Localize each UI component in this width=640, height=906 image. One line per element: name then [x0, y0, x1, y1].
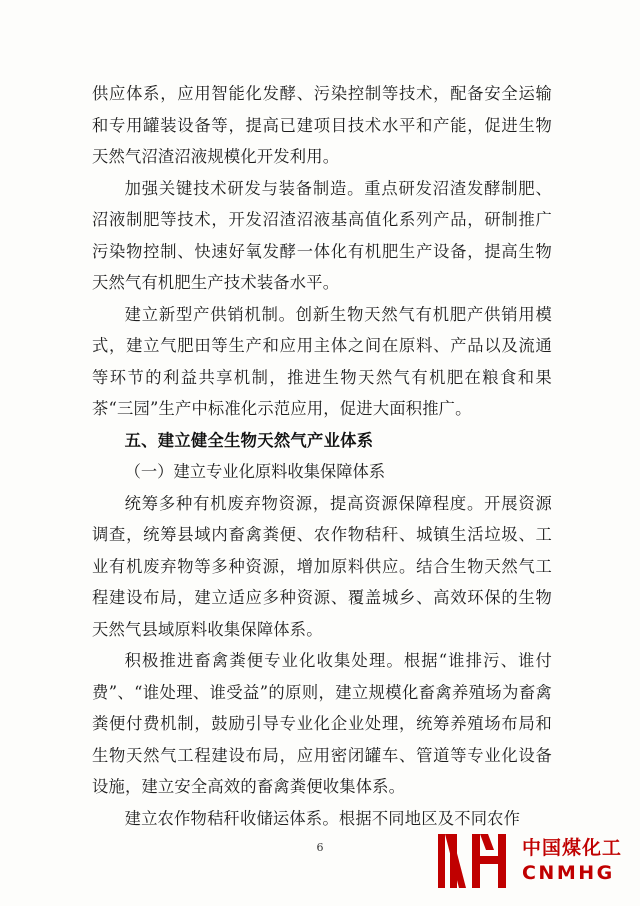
company-logo — [436, 830, 622, 892]
logo-text — [522, 839, 622, 883]
section-heading: 五、建立健全生物天然气产业体系 — [124, 430, 374, 450]
paragraph: 供应体系，应用智能化发酵、污染控制等技术，配备安全运输和专用罐装设备等，提高已建项目技术水平和产能，促进生物天然气沼渣沼液规模化开发利用。 — [92, 84, 552, 166]
paragraph: 统筹多种有机废弃物资源，提高资源保障程度。开展资源调查，统筹县域内畜禽粪便、农作物秸秆、城镇生活垃圾、工业有机废弃物等多种资源，增加原料供应。结合生物天然气工程建设布局，建立适应多种资源、覆盖城乡、高效环保的生物天然气县域原料收集保障体系。 — [92, 493, 552, 639]
page-body — [92, 78, 552, 834]
paragraph: 建立新型产供销机制。创新生物天然气有机肥产供销用模式，建立气肥田等生产和应用主体之间在原料、产品以及流通等环节的利益共享机制，推进生物天然气有机肥在粮食和果茶“三园”生产中标准化示范应用，促进大面积推广。 — [92, 304, 552, 418]
paragraph: 加强关键技术研发与装备制造。重点研发沼渣发酵制肥、沼液制肥等技术，开发沼渣沼液基高值化系列产品，研制推广污染物控制、快速好氧发酵一体化有机肥生产设备，提高生物天然气有机肥生产技术装备水平。 — [92, 178, 552, 292]
subsection-heading: （一）建立专业化原料收集保障体系 — [124, 462, 386, 481]
logo-name-cn: 中国煤化工 — [521, 837, 622, 859]
logo-mark-icon — [436, 830, 514, 892]
logo-name-en: CNMHG — [521, 862, 615, 884]
paragraph: 建立农作物秸秆收储运体系。根据不同地区及不同农作 — [124, 808, 521, 828]
page-number: 6 — [316, 841, 324, 854]
paragraph: 积极推进畜禽粪便专业化收集处理。根据“谁排污、谁付费”、“谁处理、谁受益”的原则，建立规模化畜禽养殖场为畜禽粪便付费机制，鼓励引导专业化企业处理，统筹养殖场布局和生物天然气工程建设布局，应用密闭罐车、管道等专业化设备设施，建立安全高效的畜禽粪便收集体系。 — [92, 651, 552, 796]
